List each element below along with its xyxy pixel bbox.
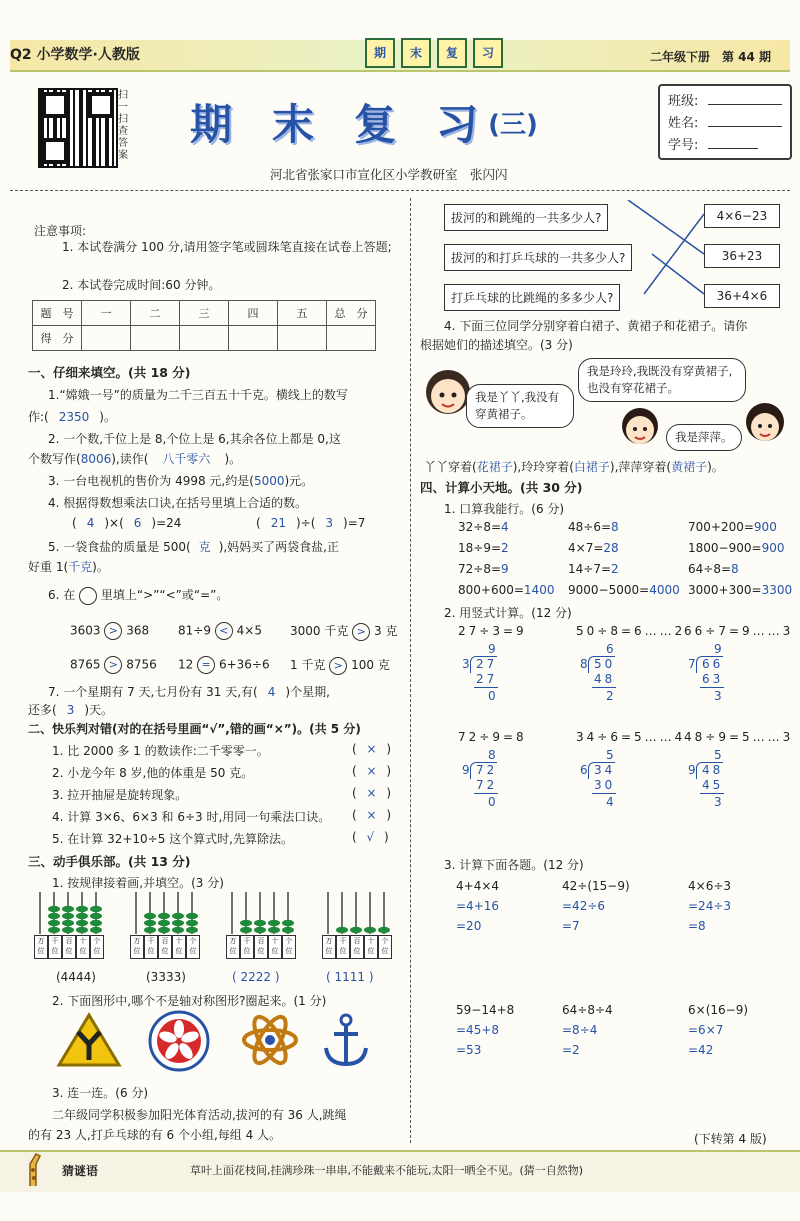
step-result: =42 xyxy=(688,1043,714,1057)
s3-q3: 3. 连一连。(6 分) xyxy=(52,1086,149,1100)
step-result: =2 xyxy=(562,1043,580,1057)
speech-bubble-lingling: 我是玲玲,我既没有穿黄裙子,也没有穿花裙子。 xyxy=(578,358,746,402)
abacus-place-label: 千位 xyxy=(336,935,350,959)
oral-item: 48÷6=8 xyxy=(568,520,619,534)
match-question[interactable]: 拔河的和打乒乓球的一共多少人? xyxy=(444,244,632,271)
abacus-place-label: 十位 xyxy=(364,935,378,959)
oral-answer: 4000 xyxy=(649,583,680,597)
quotient: 9 xyxy=(714,642,725,656)
step-result: =20 xyxy=(456,919,482,933)
number-field[interactable] xyxy=(708,148,758,149)
step-expression: 42÷(15−9) xyxy=(562,879,630,893)
abacus-bead xyxy=(254,920,266,926)
s1-q6: 6. 在 里填上“>”“<”或“=”。 xyxy=(48,586,228,605)
title-char: 习 xyxy=(436,100,481,149)
tf-item: 5. 在计算 32+10÷5 这个算式时,先算除法。 xyxy=(52,832,293,846)
long-division xyxy=(458,730,558,830)
abacus-place-label: 十位 xyxy=(172,935,186,959)
abacus-bead xyxy=(172,913,184,919)
s1-q2b: 个数写作(8006),读作( 八千零六 )。 xyxy=(28,452,242,466)
division-rule xyxy=(474,793,498,794)
quotient: 8 xyxy=(488,748,499,762)
oral-item: 64÷8=8 xyxy=(688,562,739,576)
compare-item: 1 千克 > 100 克 xyxy=(290,656,390,675)
abacus-bead xyxy=(186,927,198,933)
step-result: =53 xyxy=(456,1043,482,1057)
abacus-place-label: 百位 xyxy=(158,935,172,959)
anchor-icon[interactable] xyxy=(320,1012,372,1068)
match-line xyxy=(628,200,704,254)
dividend: 48 xyxy=(702,763,724,777)
abacus-place-label: 百位 xyxy=(254,935,268,959)
abacus-bead xyxy=(90,906,102,912)
score-cell: 四 xyxy=(229,301,278,326)
atom-icon[interactable] xyxy=(240,1012,300,1068)
abacus-answer: ( 2222 ) xyxy=(232,970,280,984)
dividend: 50 xyxy=(594,657,616,671)
step-expression: 4+4×4 xyxy=(456,879,500,893)
remainder: 3 xyxy=(714,795,725,809)
column-divider xyxy=(410,198,411,1143)
abacus-bead xyxy=(240,927,252,933)
dividend: 66 xyxy=(702,657,724,671)
abacus-answer: (4444) xyxy=(56,970,96,984)
dividend: 27 xyxy=(476,657,498,671)
s1-q4-eq2: ( 21 )÷( 3 )=7 xyxy=(256,516,366,530)
divisor: 8 xyxy=(580,657,591,671)
division-rule xyxy=(700,687,724,688)
abacus-bead xyxy=(62,913,74,919)
division-equation: 72÷9=8 xyxy=(458,730,527,744)
abacus-place-label: 万位 xyxy=(130,935,144,959)
step-result: =7 xyxy=(562,919,580,933)
tf-answer: ( × ) xyxy=(352,742,392,756)
badge-char: 复 xyxy=(437,38,467,68)
notes-item: 2. 本试卷完成时间:60 分钟。 xyxy=(62,278,221,292)
oral-item: 1800−900=900 xyxy=(688,541,785,555)
abacus-place-label: 千位 xyxy=(144,935,158,959)
score-cell: 题 号 xyxy=(33,301,82,326)
s1-q5b: 好重 1(千克)。 xyxy=(28,560,109,574)
oral-answer: 900 xyxy=(753,520,777,534)
abacus-bead xyxy=(62,920,74,926)
title-char: 末 xyxy=(272,100,317,149)
header-publication: Q2 小学数学·人教版 xyxy=(10,47,140,63)
quotient: 6 xyxy=(606,642,617,656)
s1-q2: 2. 一个数,千位上是 8,个位上是 6,其余各位上都是 0,这 xyxy=(48,432,341,446)
divisor: 6 xyxy=(580,763,591,777)
class-label: 班级: xyxy=(668,94,699,109)
remainder: 0 xyxy=(488,795,499,809)
remainder: 4 xyxy=(606,795,617,809)
yield-sign-icon[interactable] xyxy=(56,1012,122,1068)
score-cell: 五 xyxy=(278,301,327,326)
header-issue: 二年级下册 第 44 期 xyxy=(650,50,772,64)
name-field[interactable] xyxy=(708,126,782,127)
oral-answer: 8 xyxy=(611,520,619,534)
long-division xyxy=(458,624,558,724)
product: 72 xyxy=(476,778,498,792)
quotient: 5 xyxy=(714,748,725,762)
match-question[interactable]: 拔河的和跳绳的一共多少人? xyxy=(444,204,608,231)
notes-item: 1. 本试卷满分 100 分,请用签字笔或圆珠笔直接在试卷上答题; xyxy=(62,240,392,254)
abacus-place-label: 万位 xyxy=(322,935,336,959)
number-label: 学号: xyxy=(668,138,699,153)
abacus-bead xyxy=(158,920,170,926)
qr-code[interactable] xyxy=(38,88,118,168)
speech-bubble-pingping: 我是萍萍。 xyxy=(666,424,742,451)
division-rule xyxy=(592,793,616,794)
abacus-bead xyxy=(62,927,74,933)
abacus-bead xyxy=(144,920,156,926)
compare-item: 3603 > 368 xyxy=(70,622,149,640)
score-cell[interactable] xyxy=(229,326,278,351)
oral-answer: 3300 xyxy=(761,583,793,597)
qr-caption: 扫一扫 查答案 xyxy=(118,90,128,161)
compare-item: 3000 千克 > 3 克 xyxy=(290,622,397,641)
step-line: =42÷6 xyxy=(562,899,606,913)
title-char: 期 xyxy=(190,100,235,149)
abacus-place-label: 个位 xyxy=(282,935,296,959)
oral-answer: 1400 xyxy=(523,583,555,597)
abacus-bead xyxy=(62,906,74,912)
abacus-place-label: 十位 xyxy=(76,935,90,959)
tf-answer: ( × ) xyxy=(352,764,392,778)
long-division xyxy=(576,624,686,724)
match-answer[interactable]: 36+23 xyxy=(704,244,780,268)
s1-q3: 3. 一台电视机的售价为 4998 元,约是(5000)元。 xyxy=(48,474,314,488)
s4-q3: 3. 计算下面各题。(12 分) xyxy=(444,858,584,872)
step-expression: 4×6÷3 xyxy=(688,879,732,893)
girl-lingling-icon xyxy=(616,404,664,450)
s3-q2: 2. 下面图形中,哪个不是轴对称图形?圈起来。(1 分) xyxy=(52,994,327,1008)
abacus-bead xyxy=(364,927,376,933)
match-answer[interactable]: 36+4×6 xyxy=(704,284,780,308)
section-3-title: 三、动手俱乐部。(共 13 分) xyxy=(28,854,191,869)
abacus-bead xyxy=(76,913,88,919)
title-suffix: (三) xyxy=(488,109,538,140)
abacus-bead xyxy=(282,920,294,926)
divisor: 9 xyxy=(462,763,473,777)
oral-answer: 4 xyxy=(501,520,509,534)
abacus-bead xyxy=(90,913,102,919)
step-calc xyxy=(456,876,499,936)
badge-char: 末 xyxy=(401,38,431,68)
speech-bubble-yaya: 我是丫丫,我没有穿黄裙子。 xyxy=(466,384,574,428)
match-question[interactable]: 打乒乓球的比跳绳的多多少人? xyxy=(444,284,620,311)
abacus-place-label: 个位 xyxy=(186,935,200,959)
abacus-bead xyxy=(186,913,198,919)
abacus-bead xyxy=(144,927,156,933)
oral-item: 9000−5000=4000 xyxy=(568,583,680,597)
dividend: 34 xyxy=(594,763,616,777)
tf-answer: ( × ) xyxy=(352,786,392,800)
s1-q4-eq1: ( 4 )×( 6 )=24 xyxy=(72,516,182,530)
abacus-place-label: 个位 xyxy=(378,935,392,959)
step-line: =8÷4 xyxy=(562,1023,598,1037)
step-expression: 6×(16−9) xyxy=(688,1003,749,1017)
tf-item: 2. 小龙今年 8 岁,他的体重是 50 克。 xyxy=(52,766,254,780)
oral-answer: 28 xyxy=(603,541,619,555)
badge-char: 期 xyxy=(365,38,395,68)
s1-q1: 1.“嫦娥一号”的质量为二千三百五十千克。横线上的数写 xyxy=(48,388,348,402)
abacus-bead xyxy=(282,927,294,933)
step-calc xyxy=(456,1000,514,1060)
division-rule xyxy=(592,687,616,688)
abacus-place-label: 万位 xyxy=(226,935,240,959)
product: 45 xyxy=(702,778,724,792)
oral-item: 18÷9=2 xyxy=(458,541,509,555)
step-calc xyxy=(562,1000,613,1060)
s3-q3-text: 二年级同学积极参加阳光体育活动,拔河的有 36 人,跳绳 xyxy=(52,1108,347,1122)
compare-item: 8765 > 8756 xyxy=(70,656,157,674)
score-cell: 总 分 xyxy=(327,301,376,326)
score-table xyxy=(32,300,376,351)
abacus-bead xyxy=(186,920,198,926)
quotient: 5 xyxy=(606,748,617,762)
abacus-bead xyxy=(76,906,88,912)
abacus-place-label: 万位 xyxy=(34,935,48,959)
tf-item: 3. 拉开抽屉是旋转现象。 xyxy=(52,788,188,802)
oral-item: 3000+300=3300 xyxy=(688,583,793,597)
step-calcs xyxy=(450,876,790,1066)
step-calc xyxy=(562,876,630,936)
product: 48 xyxy=(594,672,616,686)
oral-answer: 9 xyxy=(501,562,509,576)
notes-heading: 注意事项: xyxy=(34,224,87,238)
division-equation: 48÷9=5……3 xyxy=(684,730,794,744)
division-equation: 50÷8=6……2 xyxy=(576,624,686,638)
page-title xyxy=(190,92,538,152)
division-rule xyxy=(700,793,724,794)
rq4-text2: 根据她们的描述填空。(3 分) xyxy=(420,338,573,352)
s1-q4: 4. 根据得数想乘法口诀,在括号里填上合适的数。 xyxy=(48,496,308,510)
tf-answer: ( × ) xyxy=(352,808,392,822)
s3-q3-text: 的有 23 人,打乒乓球的有 6 个小组,每组 4 人。 xyxy=(28,1128,282,1142)
rq4-answer: 丫丫穿着(花裙子),玲玲穿着(白裙子),萍萍穿着(黄裙子)。 xyxy=(424,460,724,474)
girl-pingping-icon xyxy=(740,400,790,448)
s1-q7b: 还多( 3 )天。 xyxy=(28,703,114,717)
product: 30 xyxy=(594,778,616,792)
abacus-bead xyxy=(144,913,156,919)
abacus-bead xyxy=(172,927,184,933)
tf-item: 1. 比 2000 多 1 的数读作:二千零零一。 xyxy=(52,744,269,758)
top-divider xyxy=(10,190,790,191)
score-cell[interactable] xyxy=(278,326,327,351)
abacus-place-label: 千位 xyxy=(240,935,254,959)
s4-q2: 2. 用竖式计算。(12 分) xyxy=(444,606,572,620)
tf-item: 4. 计算 3×6、6×3 和 6÷3 时,用同一句乘法口诀。 xyxy=(52,810,331,824)
divisor: 9 xyxy=(688,763,699,777)
header-badge xyxy=(365,38,503,68)
division-equation: 27÷3=9 xyxy=(458,624,527,638)
oral-item: 800+600=1400 xyxy=(458,583,555,597)
tf-answer: ( √ ) xyxy=(352,830,389,844)
abacus-bead xyxy=(336,927,348,933)
score-cell[interactable] xyxy=(131,326,180,351)
abacus-bead xyxy=(76,927,88,933)
divisor: 7 xyxy=(688,657,699,671)
compare-item: 81÷9 < 4×5 xyxy=(178,622,262,640)
match-answer[interactable]: 4×6−23 xyxy=(704,204,780,228)
footer-label: 猜谜语 xyxy=(62,1164,99,1178)
score-cell: 一 xyxy=(82,301,131,326)
division-equation: 66÷7=9……3 xyxy=(684,624,794,638)
long-division xyxy=(684,730,794,830)
abacus-place-label: 百位 xyxy=(350,935,364,959)
section-4-title: 四、计算小天地。(共 30 分) xyxy=(420,480,583,495)
abacus-bead xyxy=(158,913,170,919)
abacus-bead xyxy=(48,913,60,919)
compare-item: 12 = 6+36÷6 xyxy=(178,656,270,674)
abacus-bead xyxy=(48,906,60,912)
step-line: =45+8 xyxy=(456,1023,500,1037)
bauhinia-emblem-icon[interactable] xyxy=(148,1010,210,1072)
score-cell: 二 xyxy=(131,301,180,326)
oral-answer: 2 xyxy=(611,562,619,576)
s1-q7: 7. 一个星期有 7 天,七月份有 31 天,有( 4 )个星期, xyxy=(48,685,330,699)
step-line: =24÷3 xyxy=(688,899,732,913)
abacus-bead xyxy=(268,927,280,933)
abacus-bead xyxy=(240,920,252,926)
abacus-answer: ( 1111 ) xyxy=(326,970,374,984)
vertical-calcs xyxy=(450,624,794,834)
abacus-bead xyxy=(48,927,60,933)
abacus-bead xyxy=(76,920,88,926)
oral-answer: 2 xyxy=(501,541,509,555)
quotient: 9 xyxy=(488,642,499,656)
abacus-bead xyxy=(158,927,170,933)
footer-riddle: 草叶上面花枝间,挂满珍珠一串串,不能戴来不能玩,太阳一晒全不见。(猜一自然物) xyxy=(190,1164,584,1177)
score-cell: 得 分 xyxy=(33,326,82,351)
remainder: 3 xyxy=(714,689,725,703)
title-char: 复 xyxy=(354,100,399,149)
step-calc xyxy=(688,1000,748,1060)
class-field[interactable] xyxy=(708,104,782,105)
step-expression: 64÷8÷4 xyxy=(562,1003,613,1017)
abacus-place-label: 百位 xyxy=(62,935,76,959)
score-cell: 三 xyxy=(180,301,229,326)
step-line: =6×7 xyxy=(688,1023,724,1037)
abacus-bead xyxy=(254,927,266,933)
oral-answer: 8 xyxy=(731,562,739,576)
section-2-title: 二、快乐判对错(对的在括号里画“√”,错的画“×”)。(共 5 分) xyxy=(28,722,361,736)
product: 27 xyxy=(476,672,498,686)
oral-item: 4×7=28 xyxy=(568,541,619,555)
abacus-answer: (3333) xyxy=(146,970,186,984)
division-equation: 34÷6=5……4 xyxy=(576,730,686,744)
s4-q1: 1. 口算我能行。(6 分) xyxy=(444,502,565,516)
author-line: 河北省张家口市宣化区小学教研室 张闪闪 xyxy=(270,167,508,182)
abacus-place-label: 千位 xyxy=(48,935,62,959)
oral-item: 700+200=900 xyxy=(688,520,777,534)
step-result: =8 xyxy=(688,919,706,933)
abacus-place-label: 个位 xyxy=(90,935,104,959)
badge-char: 习 xyxy=(473,38,503,68)
abacus-labels xyxy=(28,935,408,957)
oral-item: 14÷7=2 xyxy=(568,562,619,576)
oral-item: 32÷8=4 xyxy=(458,520,509,534)
score-cell[interactable] xyxy=(82,326,131,351)
abacus-bead xyxy=(172,920,184,926)
section-1-title: 一、仔细来填空。(共 18 分) xyxy=(28,365,191,380)
footer-next-page[interactable]: (下转第 4 版) xyxy=(694,1132,767,1146)
student-info-box xyxy=(658,84,792,160)
product: 63 xyxy=(702,672,724,686)
division-rule xyxy=(474,687,498,688)
score-cell[interactable] xyxy=(180,326,229,351)
s1-q5: 5. 一袋食盐的质量是 500( 克 ),妈妈买了两袋食盐,正 xyxy=(48,540,339,554)
step-expression: 59−14+8 xyxy=(456,1003,515,1017)
abacus-bead xyxy=(268,920,280,926)
step-calc xyxy=(688,876,731,936)
abacus-bead xyxy=(350,927,362,933)
dividend: 72 xyxy=(476,763,498,777)
abacus-bead xyxy=(48,920,60,926)
long-division xyxy=(576,730,686,830)
oral-item: 72÷8=9 xyxy=(458,562,509,576)
remainder: 0 xyxy=(488,689,499,703)
abacus-bead xyxy=(90,927,102,933)
abacus-bead xyxy=(90,920,102,926)
name-label: 姓名: xyxy=(668,116,699,131)
oral-answer: 900 xyxy=(761,541,785,555)
divisor: 3 xyxy=(462,657,473,671)
rq4-text: 4. 下面三位同学分别穿着白裙子、黄裙子和花裙子。请你 xyxy=(444,319,748,333)
abacus-bead xyxy=(378,927,390,933)
score-cell[interactable] xyxy=(327,326,376,351)
long-division xyxy=(684,624,794,724)
step-line: =4+16 xyxy=(456,899,500,913)
s1-q1b: 作:( 2350 )。 xyxy=(28,410,116,424)
giraffe-icon xyxy=(22,1150,56,1188)
abacus-place-label: 十位 xyxy=(268,935,282,959)
remainder: 2 xyxy=(606,689,617,703)
match-lines xyxy=(600,200,710,310)
s3-q1: 1. 按规律接着画,并填空。(3 分) xyxy=(52,876,224,890)
